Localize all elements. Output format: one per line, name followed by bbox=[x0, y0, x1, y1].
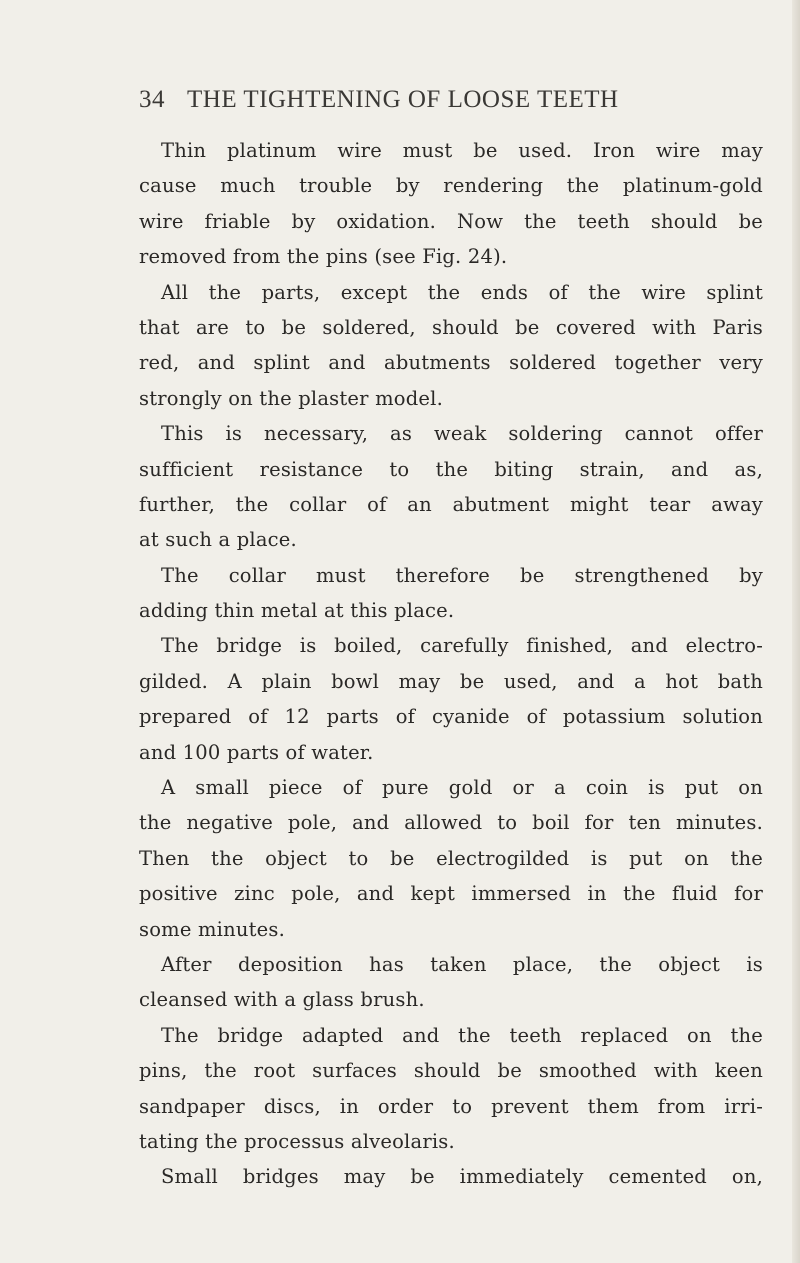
text-line: tating the processus alveolaris. bbox=[139, 1129, 455, 1153]
body-text bbox=[139, 133, 763, 1195]
text-line: red, and splint and abutments soldered together very bbox=[139, 351, 763, 375]
text-line: the negative pole, and allowed to boil for ten minutes. bbox=[139, 811, 763, 835]
text-line: A small piece of pure gold or a coin is put on bbox=[161, 776, 763, 800]
text-line: removed from the pins (see Fig. 24). bbox=[139, 245, 508, 269]
text-line: some minutes. bbox=[139, 917, 286, 941]
text-line: Then the object to be electrogilded is put on the bbox=[139, 846, 763, 870]
text-line: strongly on the plaster model. bbox=[139, 386, 443, 410]
text-line: adding thin metal at this place. bbox=[139, 599, 455, 623]
page-edge bbox=[792, 0, 800, 1263]
text-line: at such a place. bbox=[139, 528, 297, 552]
running-title: THE TIGHTENING OF LOOSE TEETH bbox=[187, 86, 619, 113]
text-line: After deposition has taken place, the object is bbox=[161, 952, 763, 976]
page-number: 34 bbox=[139, 86, 165, 113]
text-line: that are to be soldered, should be covered with Paris bbox=[139, 315, 763, 339]
text-line: sufficient resistance to the biting strain, and as, bbox=[139, 457, 763, 481]
running-head bbox=[139, 86, 759, 114]
text-line: Small bridges may be immediately cemented on, bbox=[161, 1165, 763, 1189]
text-line: The bridge is boiled, carefully finished, and electro- bbox=[161, 634, 763, 658]
text-line: positive zinc pole, and kept immersed in the fluid for bbox=[139, 882, 763, 906]
text-line: gilded. A plain bowl may be used, and a hot bath bbox=[139, 669, 763, 693]
text-line: Thin platinum wire must be used. Iron wire may bbox=[161, 139, 763, 162]
text-line: and 100 parts of water. bbox=[139, 740, 374, 764]
text-line: cleansed with a glass brush. bbox=[139, 988, 425, 1012]
text-line: The collar must therefore be strengthened by bbox=[161, 563, 763, 587]
text-line: pins, the root surfaces should be smoothed with keen bbox=[139, 1059, 763, 1083]
text-line: The bridge adapted and the teeth replaced on the bbox=[161, 1023, 763, 1047]
text-line: cause much trouble by rendering the platinum-gold bbox=[139, 174, 763, 198]
text-line: wire friable by oxidation. Now the teeth should be bbox=[139, 209, 763, 233]
text-line: All the parts, except the ends of the wire splint bbox=[161, 280, 763, 304]
text-line: further, the collar of an abutment might tear away bbox=[139, 492, 763, 516]
text-line: prepared of 12 parts of cyanide of potassium solution bbox=[139, 705, 763, 729]
text-line: sandpaper discs, in order to prevent them from irri- bbox=[139, 1094, 763, 1118]
text-line: This is necessary, as weak soldering cannot offer bbox=[161, 422, 763, 446]
